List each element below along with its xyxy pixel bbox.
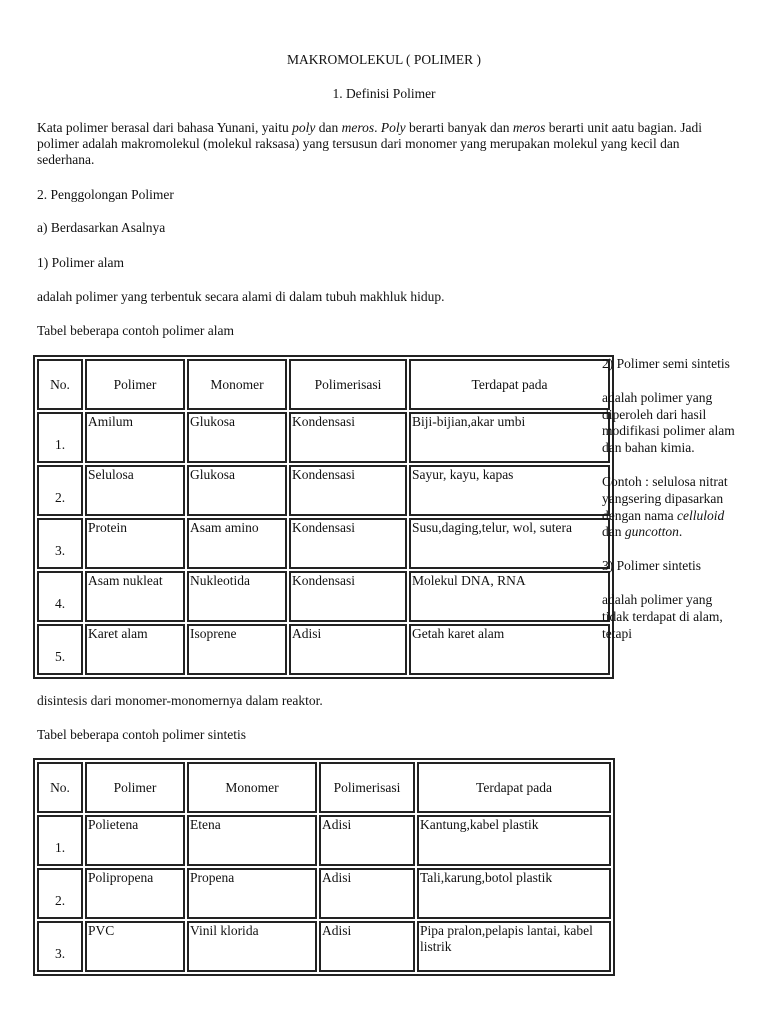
header-monomer: Monomer bbox=[187, 762, 317, 813]
cell-terdapat-pada: Susu,daging,telur, wol, sutera bbox=[409, 518, 610, 569]
cell-no: 3. bbox=[37, 518, 83, 569]
table-row bbox=[37, 518, 610, 569]
caption-table-sintetis: Tabel beberapa contoh polimer sintetis bbox=[37, 727, 246, 742]
cell-terdapat-pada: Tali,karung,botol plastik bbox=[417, 868, 611, 919]
cell-polimer: Karet alam bbox=[85, 624, 185, 675]
cell-monomer: Propena bbox=[187, 868, 317, 919]
cell-terdapat-pada: Sayur, kayu, kapas bbox=[409, 465, 610, 516]
cell-monomer: Etena bbox=[187, 815, 317, 866]
contoh-semi-sintetis: Contoh : selulosa nitrat yangsering dipasarkan dengan nama celluloid dan guncotton. bbox=[602, 473, 728, 540]
cell-polimerisasi: Adisi bbox=[319, 921, 415, 972]
subheading-polimer-semi-sintetis: 2) Polimer semi sintetis bbox=[602, 356, 730, 371]
cell-polimer: Polipropena bbox=[85, 868, 185, 919]
cell-monomer: Glukosa bbox=[187, 465, 287, 516]
header-terdapat-pada: Terdapat pada bbox=[417, 762, 611, 813]
cell-no: 3. bbox=[37, 921, 83, 972]
definition-paragraph: Kata polimer berasal dari bahasa Yunani, yaitu poly dan meros. Poly berarti banyak dan meros berarti unit aatu bagian. Jadi polimer adalah makromolekul (molekul raksasa) yang tersusun dari monomer yang merupakan molekul yang kecil dan sederhana. bbox=[37, 120, 703, 167]
table-row bbox=[37, 921, 611, 972]
cell-no: 1. bbox=[37, 412, 83, 463]
subheading-polimer-sintetis: 3) Polimer sintetis bbox=[602, 558, 701, 574]
caption-table-alam: Tabel beberapa contoh polimer alam bbox=[37, 323, 234, 338]
section-1-heading: 1. Definisi Polimer bbox=[332, 86, 436, 101]
term-meros: meros bbox=[341, 120, 375, 135]
cell-terdapat-pada: Pipa pralon,pelapis lantai, kabel listrik bbox=[417, 921, 611, 972]
table-row bbox=[37, 465, 610, 516]
header-terdapat-pada: Terdapat pada bbox=[409, 359, 610, 410]
cell-polimer: Selulosa bbox=[85, 465, 185, 516]
table-header-row bbox=[37, 762, 611, 813]
cell-polimerisasi: Adisi bbox=[289, 624, 407, 675]
cell-polimer: Protein bbox=[85, 518, 185, 569]
cell-polimer: Asam nukleat bbox=[85, 571, 185, 622]
cell-monomer: Nukleotida bbox=[187, 571, 287, 622]
table-row bbox=[37, 571, 610, 622]
subheading-asal: a) Berdasarkan Asalnya bbox=[37, 220, 166, 235]
cell-polimerisasi: Kondensasi bbox=[289, 465, 407, 516]
cell-polimer: Polietena bbox=[85, 815, 185, 866]
definition-polimer-sintetis: adalah polimer yang tidak terdapat di alam, tetapi bbox=[602, 591, 723, 641]
table-row bbox=[37, 868, 611, 919]
cell-terdapat-pada: Kantung,kabel plastik bbox=[417, 815, 611, 866]
subheading-polimer-alam: 1) Polimer alam bbox=[37, 255, 124, 270]
sidebar-text bbox=[602, 356, 742, 642]
header-polimer: Polimer bbox=[85, 359, 185, 410]
cell-no: 2. bbox=[37, 465, 83, 516]
term-guncotton: guncotton bbox=[624, 524, 679, 540]
table-polimer-sintetis bbox=[33, 758, 615, 976]
term-poly-2: Poly bbox=[380, 120, 406, 135]
cell-terdapat-pada: Getah karet alam bbox=[409, 624, 610, 675]
table-row bbox=[37, 815, 611, 866]
header-polimerisasi: Polimerisasi bbox=[289, 359, 407, 410]
cell-monomer: Vinil klorida bbox=[187, 921, 317, 972]
cell-no: 4. bbox=[37, 571, 83, 622]
cell-polimerisasi: Kondensasi bbox=[289, 571, 407, 622]
cell-no: 1. bbox=[37, 815, 83, 866]
section-2-heading: 2. Penggolongan Polimer bbox=[37, 187, 174, 202]
cell-polimerisasi: Adisi bbox=[319, 868, 415, 919]
table-row bbox=[37, 412, 610, 463]
header-polimer: Polimer bbox=[85, 762, 185, 813]
page-title: MAKROMOLEKUL ( POLIMER ) bbox=[286, 52, 482, 67]
definition-polimer-alam: adalah polimer yang terbentuk secara alami di dalam tubuh makhluk hidup. bbox=[37, 289, 445, 304]
cell-polimerisasi: Adisi bbox=[319, 815, 415, 866]
cell-polimerisasi: Kondensasi bbox=[289, 412, 407, 463]
term-celluloid: celluloid bbox=[676, 507, 725, 523]
header-no: No. bbox=[37, 359, 83, 410]
header-no: No. bbox=[37, 762, 83, 813]
cell-polimer: PVC bbox=[85, 921, 185, 972]
cell-monomer: Isoprene bbox=[187, 624, 287, 675]
table-header-row bbox=[37, 359, 610, 410]
header-polimerisasi: Polimerisasi bbox=[319, 762, 415, 813]
term-meros-2: meros bbox=[512, 120, 546, 135]
cell-polimerisasi: Kondensasi bbox=[289, 518, 407, 569]
cell-monomer: Glukosa bbox=[187, 412, 287, 463]
table-polimer-alam bbox=[33, 355, 614, 679]
cell-no: 2. bbox=[37, 868, 83, 919]
cell-polimer: Amilum bbox=[85, 412, 185, 463]
definition-polimer-semi-sintetis: adalah polimer yang diperoleh dari hasil modifikasi polimer alam dan bahan kimia. bbox=[602, 389, 735, 456]
term-poly: poly bbox=[292, 120, 316, 135]
header-monomer: Monomer bbox=[187, 359, 287, 410]
table-row bbox=[37, 624, 610, 675]
cell-no: 5. bbox=[37, 624, 83, 675]
definition-continuation: disintesis dari monomer-monomernya dalam reaktor. bbox=[37, 693, 323, 708]
cell-terdapat-pada: Molekul DNA, RNA bbox=[409, 571, 610, 622]
cell-monomer: Asam amino bbox=[187, 518, 287, 569]
cell-terdapat-pada: Biji-bijian,akar umbi bbox=[409, 412, 610, 463]
